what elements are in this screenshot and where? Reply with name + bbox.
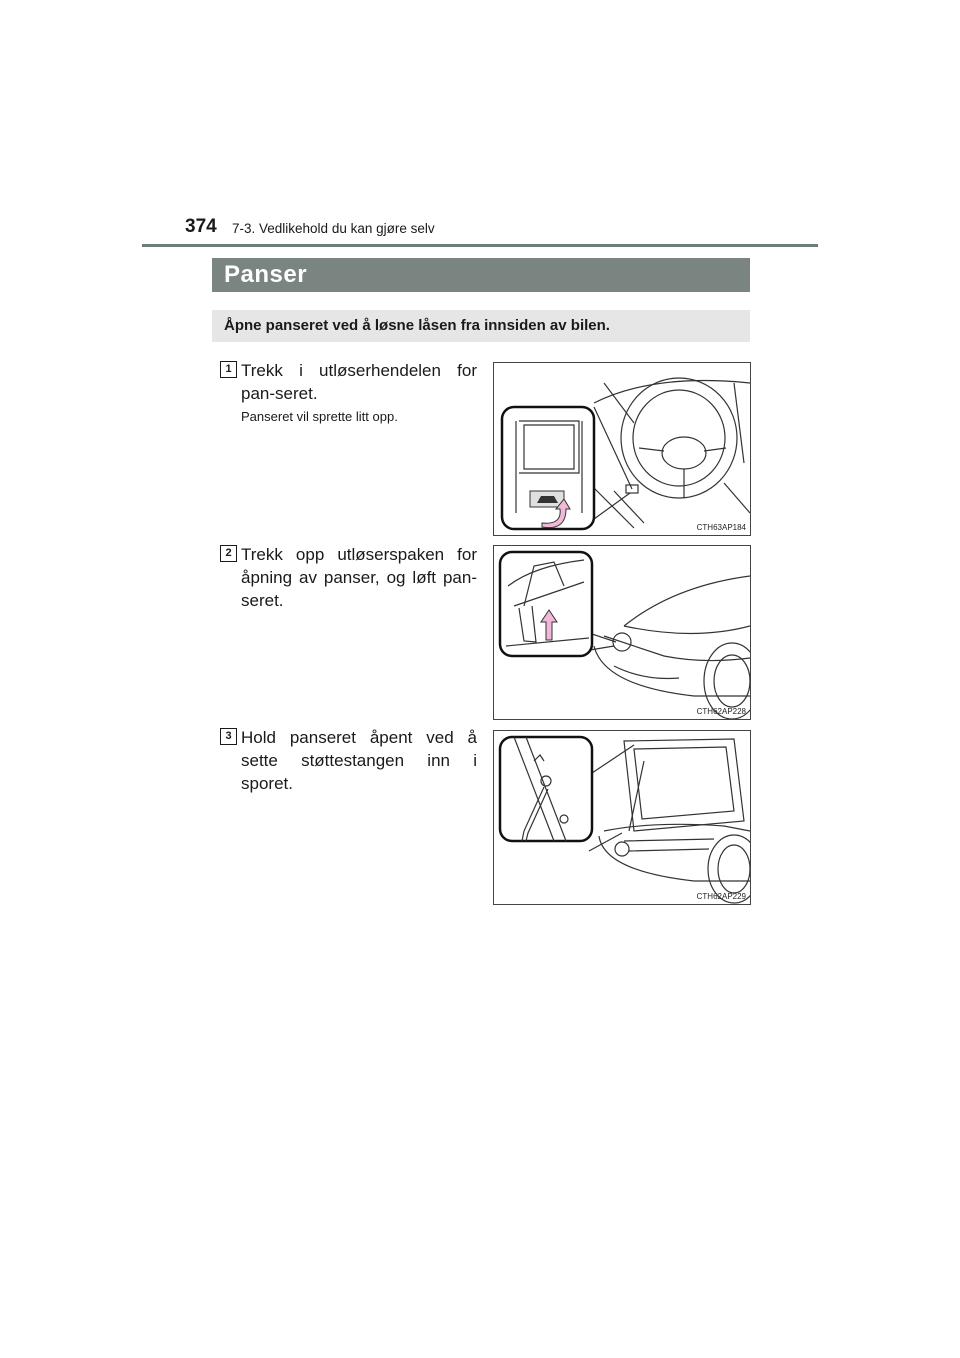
figure-hood-release-lever	[493, 362, 751, 536]
subheading: Åpne panseret ved å løsne låsen fra innsiden av bilen.	[224, 317, 610, 334]
step-note-1: Panseret vil sprette litt opp.	[241, 409, 398, 424]
step-text-3: Hold panseret åpent ved å sette støttestangen inn i sporet.	[241, 728, 477, 793]
step-number-3: 3	[220, 728, 237, 745]
title-bar	[212, 258, 750, 292]
figure-code-3: CTH62AP229	[696, 892, 746, 901]
step-number-1: 1	[220, 361, 237, 378]
hood-support-illustration	[494, 731, 750, 904]
page-title: Panser	[224, 261, 308, 288]
step-text-1: Trekk i utløserhendelen for pan-seret.	[241, 361, 477, 403]
step-number-2: 2	[220, 545, 237, 562]
page-number: 374	[185, 216, 217, 237]
hood-lift-illustration	[494, 546, 750, 719]
figure-code-1: CTH63AP184	[696, 523, 746, 532]
figure-hood-release-handle	[493, 545, 751, 720]
subheading-bar	[212, 310, 750, 342]
figure-code-2: CTH62AP228	[696, 707, 746, 716]
step-text-2: Trekk opp utløserspaken for åpning av panser, og løft pan-seret.	[241, 545, 477, 610]
header-divider	[142, 244, 818, 247]
section-title: 7-3. Vedlikehold du kan gjøre selv	[232, 221, 435, 236]
figure-hood-support-rod	[493, 730, 751, 905]
hood-release-illustration	[494, 363, 750, 535]
